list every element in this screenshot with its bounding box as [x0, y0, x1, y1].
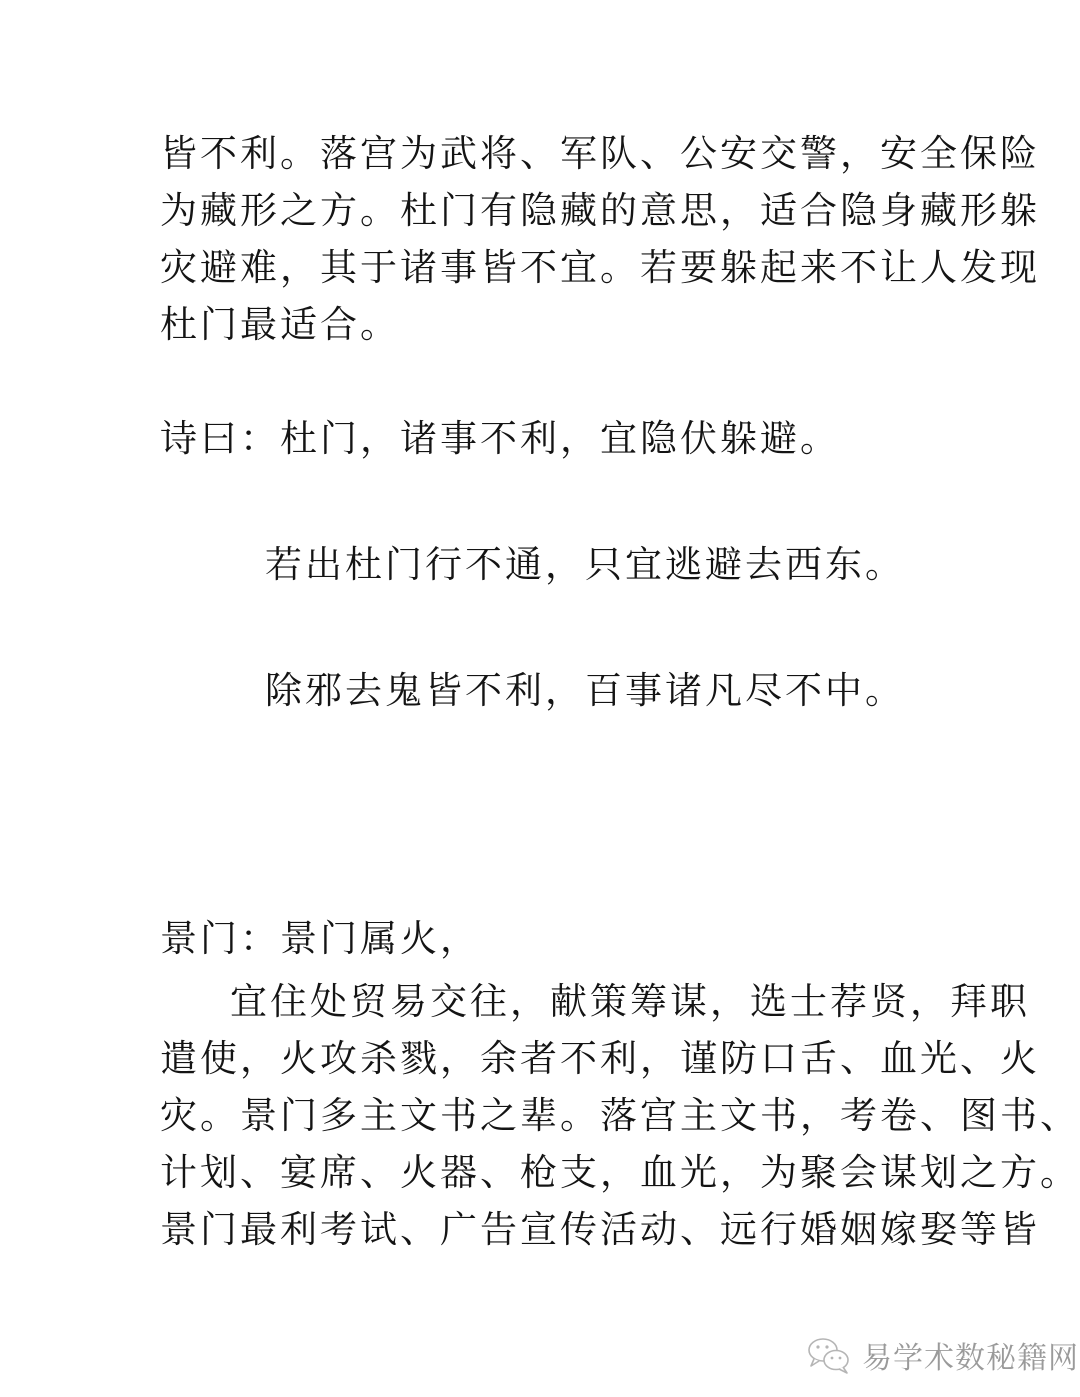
paragraph-line: 灾避难，其于诸事皆不宜。若要躲起来不让人发现 [160, 246, 1040, 289]
watermark [806, 1333, 1079, 1377]
paragraph-line: 计划、宴席、火器、枪支，血光，为聚会谋划之方。 [160, 1151, 1080, 1194]
paragraph-line: 为藏形之方。杜门有隐藏的意思，适合隐身藏形躲 [160, 189, 1040, 232]
wechat-icon [806, 1335, 852, 1375]
poem-verse: 若出杜门行不通，只宜逃避去西东。 [265, 543, 905, 586]
paragraph-line: 皆不利。落宫为武将、军队、公安交警，安全保险 [160, 132, 1040, 175]
paragraph-line: 灾。景门多主文书之辈。落宫主文书，考卷、图书、 [160, 1094, 1080, 1137]
paragraph-line: 遣使，火攻杀戮，余者不利，谨防口舌、血光、火 [160, 1037, 1040, 1080]
paragraph-line: 杜门最适合。 [160, 303, 400, 346]
section-heading: 景门：景门属火， [160, 917, 480, 960]
poem-verse: 除邪去鬼皆不利，百事诸凡尽不中。 [265, 669, 905, 712]
watermark-text: 易学术数秘籍网 [862, 1341, 1079, 1376]
poem-intro: 诗曰：杜门，诸事不利，宜隐伏躲避。 [160, 417, 840, 460]
paragraph-line: 宜住处贸易交往，献策筹谋，选士荐贤，拜职 [230, 980, 1030, 1023]
paragraph-line: 景门最利考试、广告宣传活动、远行婚姻嫁娶等皆 [160, 1208, 1040, 1251]
